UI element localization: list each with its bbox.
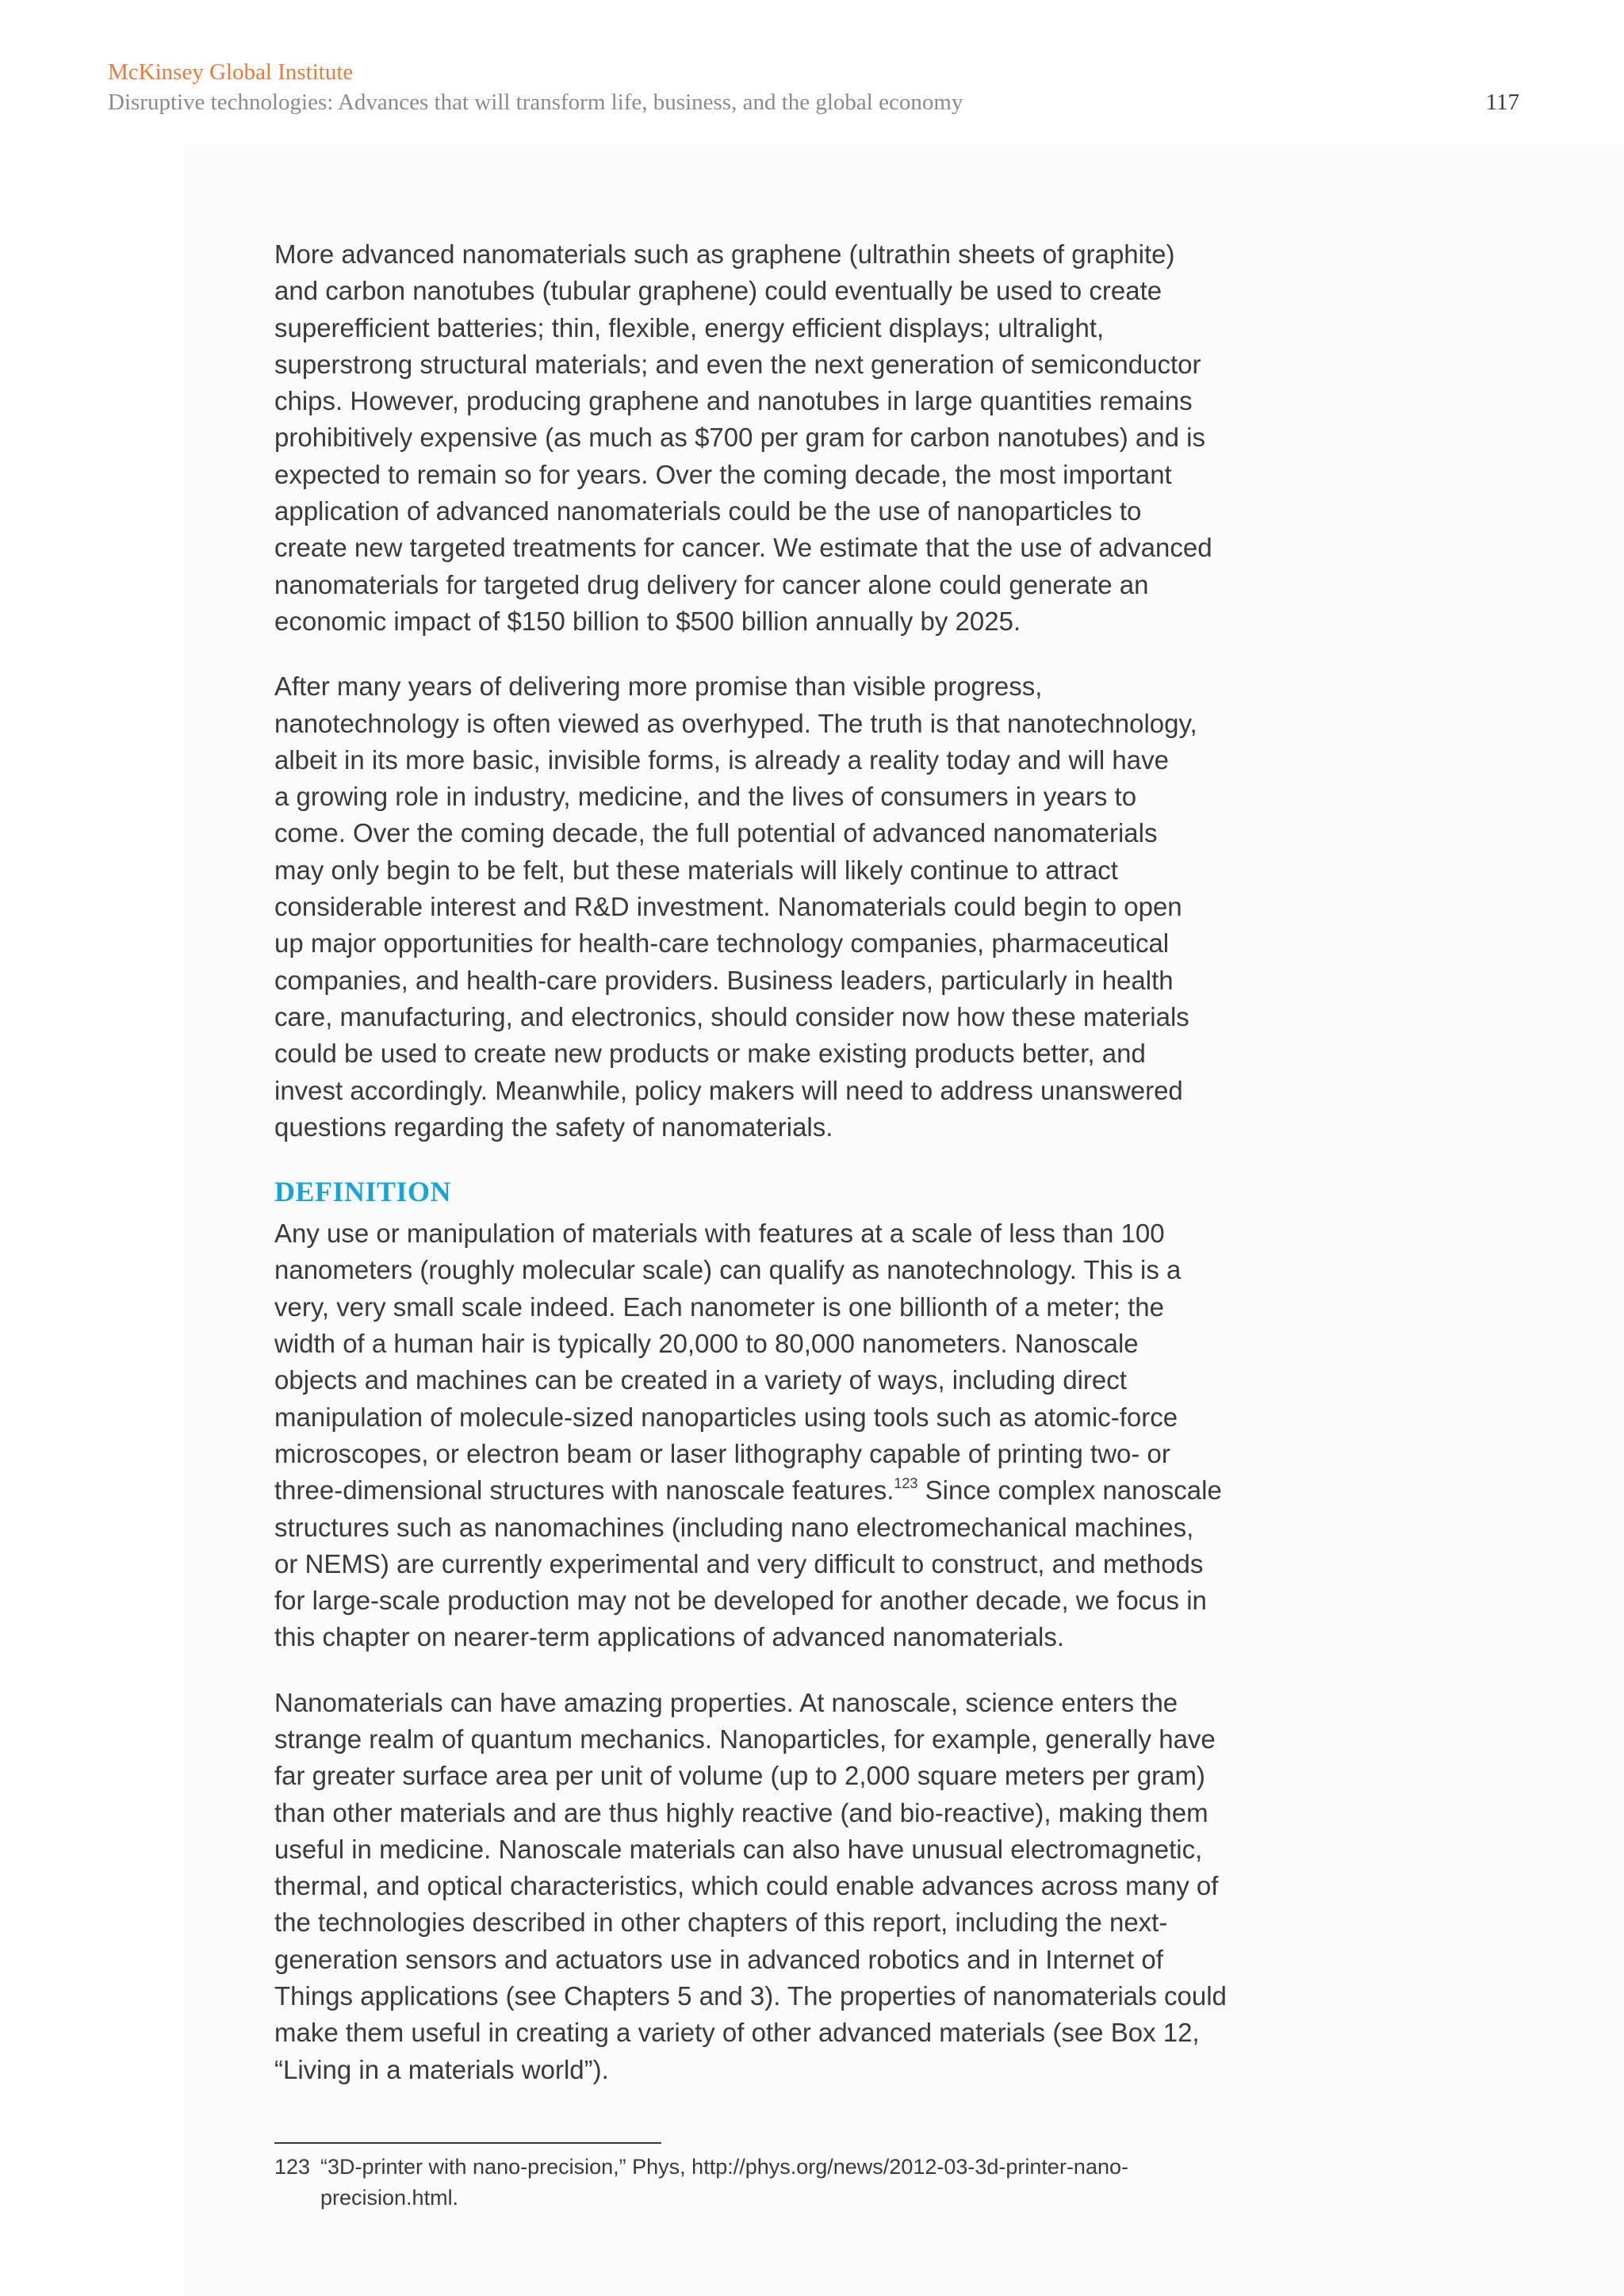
paragraph-nanotechnology-outlook: After many years of delivering more promise than visible progress, nanotechnology is often viewed as overhyped. The truth is that nanotechnology, albeit in its more basic, invisible forms, is already a reality today and will have a growing role in industry, medicine, and the lives of consumers in years to come. Over the coming decade, the full potential of advanced nanomaterials may only begin to be felt, but these materials will likely continue to attract considerable interest and R&D investment. Nanomaterials could begin to open up major opportunities for health-care technology companies, pharmaceutical companies, and health-care providers. Business leaders, particularly in health care, manufacturing, and electronics, should consider now how these materials could be used to create new products or make existing products better, and invest accordingly. Meanwhile, policy makers will need to address unanswered questions regarding the safety of nanomaterials. — [274, 672, 1197, 1142]
paragraph-definition — [274, 1215, 1243, 1656]
footnote-number: 123 — [274, 2155, 311, 2179]
footnote-reference[interactable]: 123 — [894, 1475, 918, 1492]
paragraph-advanced-nanomaterials: More advanced nanomaterials such as graphene (ultrathin sheets of graphite) and carbon nanotubes (tubular graphene) could eventually be used to create superefficient batteries; thin, flexible, energy efficient displays; ultralight, superstrong structural materials; and even the next generation of semiconductor chips. However, producing graphene and nanotubes in large quantities remains prohibitively expensive (as much as $700 per gram for carbon nanotubes) and is expected to remain so for years. Over the coming decade, the most important application of advanced nanomaterials could be the use of nanoparticles to create new targeted treatments for cancer. We estimate that the use of advanced nanomaterials for targeted drug delivery for cancer alone could generate an economic impact of $150 billion to $500 billion annually by 2025. — [274, 239, 1212, 636]
page-number: 117 — [1485, 90, 1519, 115]
report-title: Disruptive technologies: Advances that will transform life, business, and the global economy — [108, 90, 963, 115]
running-header — [108, 57, 1519, 117]
definition-text-end: Since complex nanoscale structures such as nanomachines (including nano electromechanical machines, or NEMS) are currently experimental and very difficult to construct, and methods for large-scale production may not be developed for another decade, we focus in this chapter on nearer-term applications of advanced nanomaterials. — [274, 1475, 1222, 1652]
definition-text-start: Any use or manipulation of materials with features at a scale of less than 100 nanometers (roughly molecular scale) can qualify as nanotechnology. This is a very, very small scale indeed. Each nanometer is one billionth of a meter; the width of a human hair is typically 20,000 to 80,000 nanometers. Nanoscale objects and machines can be created in a variety of ways, including direct manipulation of molecule-sized nanoparticles using tools such as atomic-force microscopes, or electron beam or laser lithography capable of printing two- or three-dimensional structures with nanoscale features. — [274, 1219, 1182, 1506]
paragraph-properties: Nanomaterials can have amazing properties. At nanoscale, science enters the strange realm of quantum mechanics. Nanoparticles, for example, generally have far greater surface area per unit of volume (up to 2,000 square meters per gram) than other materials and are thus highly reactive (and bio-reactive), making them useful in medicine. Nanoscale materials can also have unusual electromagnetic, thermal, and optical characteristics, which could enable advances across many of the technologies described in other chapters of this report, including the next- generation sensors and actuators use in advanced robotics and in Internet of Things applications (see Chapters 5 and 3). The properties of nanomaterials could make them useful in creating a variety of other advanced materials (see Box 12, “Living in a materials world”). — [274, 1687, 1227, 2084]
definition-heading: DEFINITION — [274, 1176, 452, 1208]
main-content — [274, 236, 1243, 2117]
footnote — [274, 2152, 1226, 2214]
footnote-divider — [274, 2142, 661, 2144]
publisher-name: McKinsey Global Institute — [108, 59, 354, 85]
footnote-text: “3D-printer with nano-precision,” Phys, http://phys.org/news/2012-03-3d-printer-nano- precision.html. — [320, 2155, 1128, 2210]
